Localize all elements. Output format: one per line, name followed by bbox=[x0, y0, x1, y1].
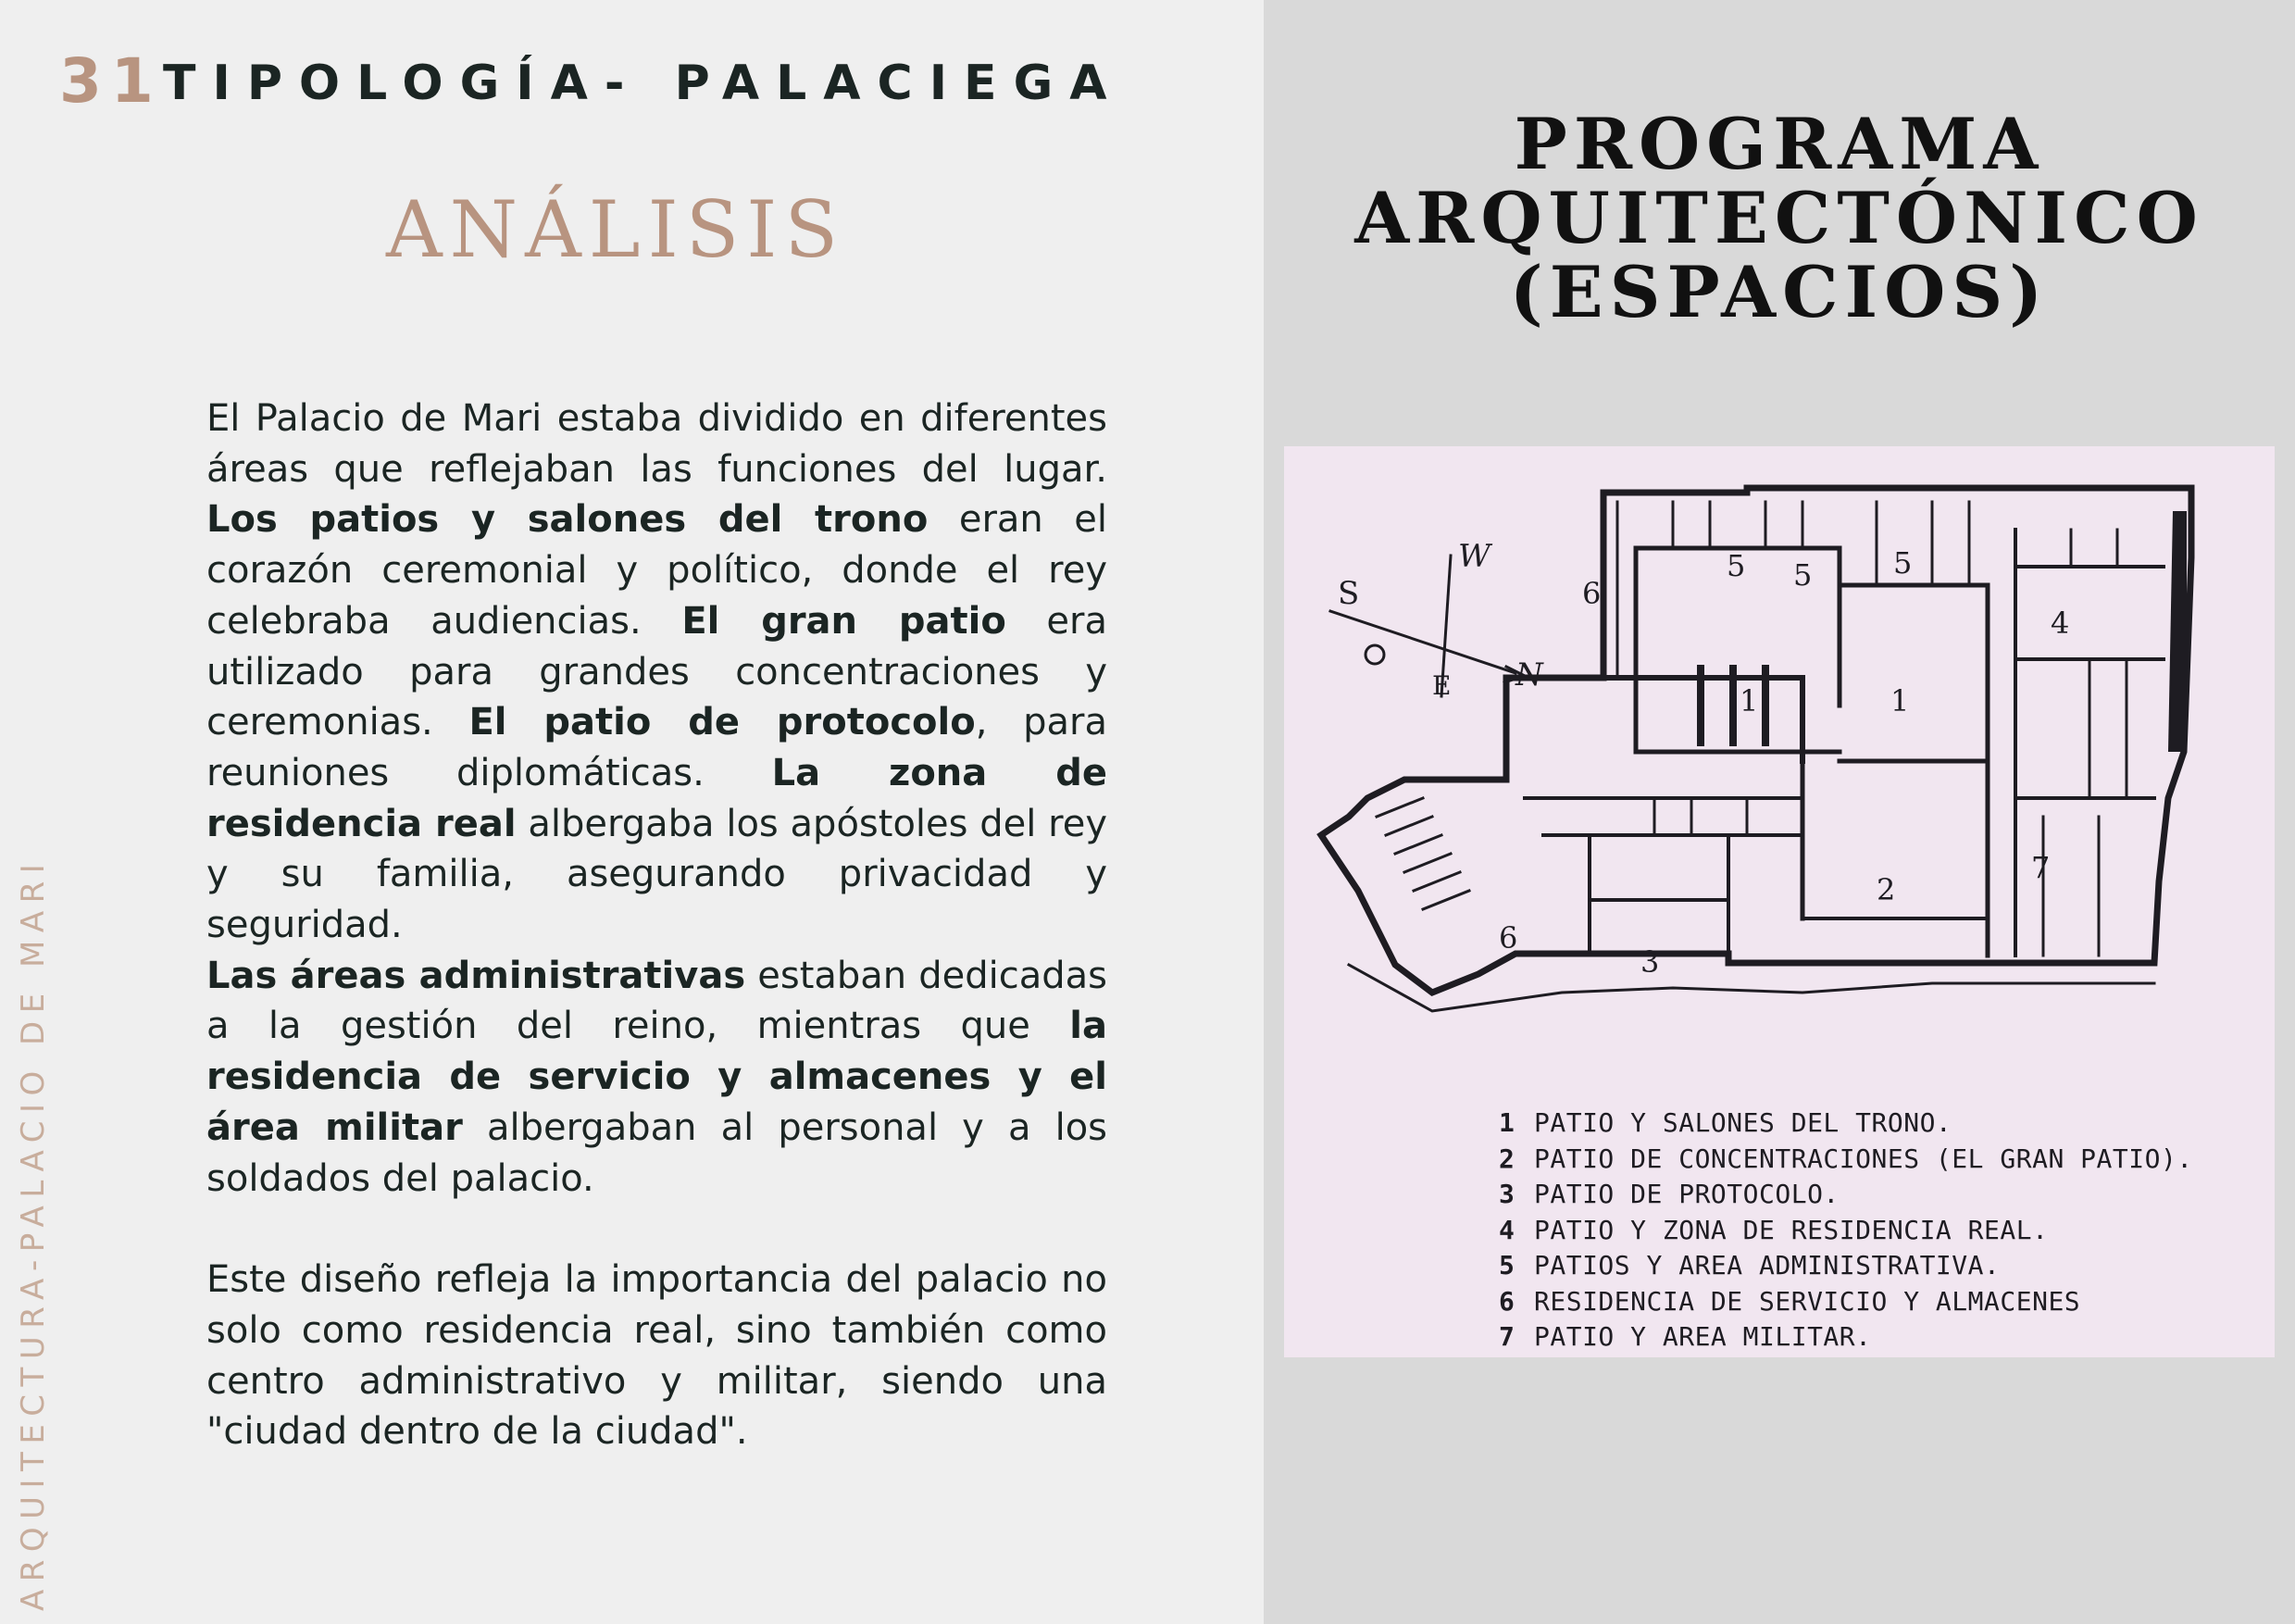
program-title-line-3: (ESPACIOS) bbox=[1509, 251, 2050, 333]
program-title bbox=[1264, 103, 2295, 333]
legend-item bbox=[1499, 1248, 2258, 1284]
room-label: 2 bbox=[1877, 872, 1896, 907]
legend-number: 6 bbox=[1499, 1285, 1515, 1317]
east-wall bbox=[2168, 511, 2187, 752]
legend-item bbox=[1499, 1284, 2258, 1320]
legend-text: PATIO DE PROTOCOLO. bbox=[1534, 1179, 1840, 1209]
inner-wall bbox=[1840, 585, 1988, 761]
room-label: 1 bbox=[1890, 683, 1910, 718]
room-label: 1 bbox=[1740, 683, 1759, 718]
room-label: 3 bbox=[1640, 944, 1660, 980]
legend-text: PATIOS Y AREA ADMINISTRATIVA. bbox=[1534, 1250, 2001, 1280]
south-wall bbox=[1349, 965, 2154, 1011]
body-bold-text: Los patios y salones del trono bbox=[206, 498, 929, 542]
compass-arrow bbox=[1330, 611, 1515, 673]
legend-item bbox=[1499, 1213, 2258, 1249]
program-title-line-2: ARQUITECTÓNICO bbox=[1354, 177, 2204, 259]
floor-plan-drawing bbox=[1284, 446, 2275, 1094]
body-paragraph-2 bbox=[206, 951, 1107, 1205]
legend-text: PATIO Y ZONA DE RESIDENCIA REAL. bbox=[1534, 1214, 2049, 1245]
body-text: El Palacio de Mari estaba dividido en diferentes áreas que reflejaban las funciones del lugar. bbox=[206, 397, 1107, 491]
vertical-side-label: ARQUITECTURA-PALACIO DE MARI bbox=[15, 856, 52, 1611]
room-label: 5 bbox=[1793, 557, 1813, 593]
program-title-line-1: PROGRAMA bbox=[1514, 103, 2045, 185]
legend-number: 7 bbox=[1499, 1321, 1515, 1352]
legend-text: PATIO Y AREA MILITAR. bbox=[1534, 1321, 1872, 1352]
body-bold-text: Las áreas administrativas bbox=[206, 954, 746, 997]
body-bold-text: El gran patio bbox=[681, 599, 1006, 643]
room-label: 7 bbox=[2031, 850, 2051, 885]
page-number: 31 bbox=[59, 45, 163, 117]
legend-number: 4 bbox=[1499, 1214, 1515, 1245]
legend-item bbox=[1499, 1319, 2258, 1355]
body-text: albergaba los apóstoles del rey y su familia, asegurando privacidad y seguridad. bbox=[206, 802, 1107, 947]
room-label: 5 bbox=[1727, 548, 1746, 583]
legend-text: PATIO Y SALONES DEL TRONO. bbox=[1534, 1107, 1952, 1138]
compass-label-w: W bbox=[1458, 538, 1491, 575]
body-paragraph-1 bbox=[206, 394, 1107, 951]
body-bold-text: La zona de residencia real bbox=[206, 751, 1107, 845]
legend-item bbox=[1499, 1106, 2258, 1142]
palace-floor-plan bbox=[1284, 446, 2275, 1357]
body-text: albergaban al personal y a los soldados del palacio. bbox=[206, 1106, 1108, 1200]
legend-number: 3 bbox=[1499, 1179, 1515, 1209]
body-paragraph-3: Este diseño refleja la importancia del palacio no solo como residencia real, sino también como centro administrativo y militar, siendo una "ciudad dentro de la ciudad". bbox=[206, 1258, 1107, 1454]
legend-text: PATIO DE CONCENTRACIONES (EL GRAN PATIO). bbox=[1534, 1143, 2193, 1174]
room-label: 6 bbox=[1499, 920, 1518, 956]
compass-label-n: N bbox=[1515, 656, 1543, 693]
body-bold-text: la residencia de servicio y almacenes y el área militar bbox=[206, 1005, 1107, 1149]
legend-number: 1 bbox=[1499, 1107, 1515, 1138]
body-bold-text: El patio de protocolo bbox=[468, 701, 976, 744]
legend-number: 2 bbox=[1499, 1143, 1515, 1174]
compass-label-s: S bbox=[1338, 575, 1360, 612]
section-title: TIPOLOGÍA- PALACIEGA bbox=[163, 56, 1124, 111]
legend-text: RESIDENCIA DE SERVICIO Y ALMACENES bbox=[1534, 1285, 2081, 1317]
compass-sun bbox=[1366, 645, 1384, 664]
legend-item bbox=[1499, 1177, 2258, 1213]
room-label: 4 bbox=[2051, 606, 2070, 641]
outer-wall bbox=[1321, 488, 2191, 993]
west-steps bbox=[1377, 798, 1469, 909]
body-text: era utilizado para grandes concentraciones y ceremonias. bbox=[206, 599, 1108, 744]
body-text: estaban dedicadas a la gestión del reino, mientras que bbox=[206, 954, 1107, 1048]
room-label: 5 bbox=[1893, 545, 1913, 581]
body-text: , para reuniones diplomáticas. bbox=[206, 701, 1108, 794]
room-label: 6 bbox=[1582, 576, 1602, 611]
compass-label-e: E bbox=[1432, 670, 1452, 701]
analysis-body bbox=[206, 394, 1107, 1457]
analysis-subtitle: ANÁLISIS bbox=[385, 184, 846, 275]
legend-item bbox=[1499, 1142, 2258, 1178]
floor-plan-legend bbox=[1499, 1106, 2258, 1355]
legend-number: 5 bbox=[1499, 1250, 1515, 1280]
body-text: eran el corazón ceremonial y político, donde el rey celebraba audiencias. bbox=[206, 498, 1107, 643]
paragraph-gap bbox=[206, 1204, 1107, 1255]
